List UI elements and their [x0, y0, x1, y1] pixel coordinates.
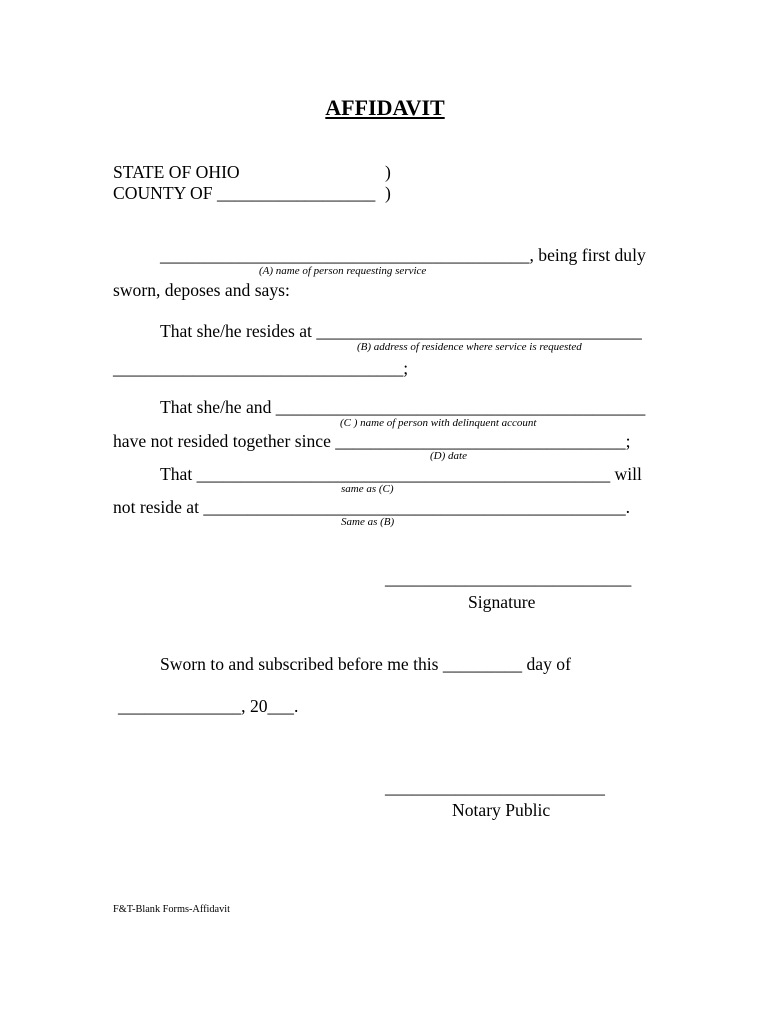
date-caption: (D) date [430, 450, 467, 462]
jurat-prefix: Sworn to and subscribed before me this [160, 654, 439, 674]
residence-continuation-line [113, 358, 408, 378]
notary-label: Notary Public [452, 800, 551, 820]
delinquent-prefix: That she/he and [160, 397, 272, 417]
reside-suffix: . [625, 497, 631, 517]
statement-caption: same as (C) [341, 483, 394, 495]
since-suffix: ; [625, 431, 631, 451]
since-prefix: have not resided together since [113, 431, 331, 451]
requester-line-suffix: , being first duly [529, 245, 646, 265]
statement-name-blank[interactable]: _______________________________________________ [196, 464, 611, 484]
county-blank[interactable]: __________________ [216, 183, 376, 203]
residence-caption: (B) address of residence where service is requested [357, 341, 582, 353]
requester-name-blank[interactable]: __________________________________________ [160, 245, 530, 265]
jurat-year-blank[interactable]: ___ [267, 696, 294, 716]
jurat-date-line [118, 696, 298, 716]
reside-address-blank[interactable]: ________________________________________________ [203, 497, 626, 517]
since-date-blank[interactable]: _________________________________ [335, 431, 626, 451]
since-line [113, 431, 630, 451]
signature-line[interactable]: ____________________________ [385, 568, 632, 588]
reside-line [113, 497, 630, 517]
residence-address-blank[interactable]: _____________________________________ [316, 321, 642, 341]
jurat-suffix: day of [526, 654, 571, 674]
form-footer: F&T-Blank Forms-Affidavit [113, 904, 230, 915]
jurat-year-suffix: . [293, 696, 299, 716]
statement-suffix: will [614, 464, 642, 484]
residence-line [160, 321, 642, 341]
delinquent-line [160, 397, 645, 417]
statement-line [160, 464, 642, 484]
signature-label: Signature [468, 592, 536, 612]
notary-signature-line[interactable]: _________________________ [385, 777, 605, 797]
state-bracket: ) [385, 162, 391, 182]
reside-caption: Same as (B) [341, 516, 395, 528]
requester-line [160, 245, 646, 265]
requester-caption: (A) name of person requesting service [259, 265, 427, 277]
delinquent-caption: (C ) name of person with delinquent account [340, 417, 537, 429]
statement-prefix: That [160, 464, 193, 484]
jurat-day-blank[interactable]: _________ [442, 654, 523, 674]
reside-prefix: not reside at [113, 497, 199, 517]
jurat-line [160, 654, 571, 674]
jurat-month-blank[interactable]: ______________ [118, 696, 242, 716]
county-line [113, 183, 375, 203]
sworn-statement: sworn, deposes and says: [113, 280, 290, 300]
residence-prefix: That she/he resides at [160, 321, 312, 341]
jurat-year-prefix: , 20 [241, 696, 268, 716]
residence-suffix: ; [403, 358, 409, 378]
state-label: STATE OF OHIO [113, 162, 240, 182]
delinquent-name-blank[interactable]: __________________________________________ [275, 397, 646, 417]
county-label: COUNTY OF [113, 183, 213, 203]
residence-address-blank-cont[interactable]: _________________________________ [113, 358, 404, 378]
document-title: AFFIDAVIT [325, 95, 445, 120]
county-bracket: ) [385, 183, 391, 203]
